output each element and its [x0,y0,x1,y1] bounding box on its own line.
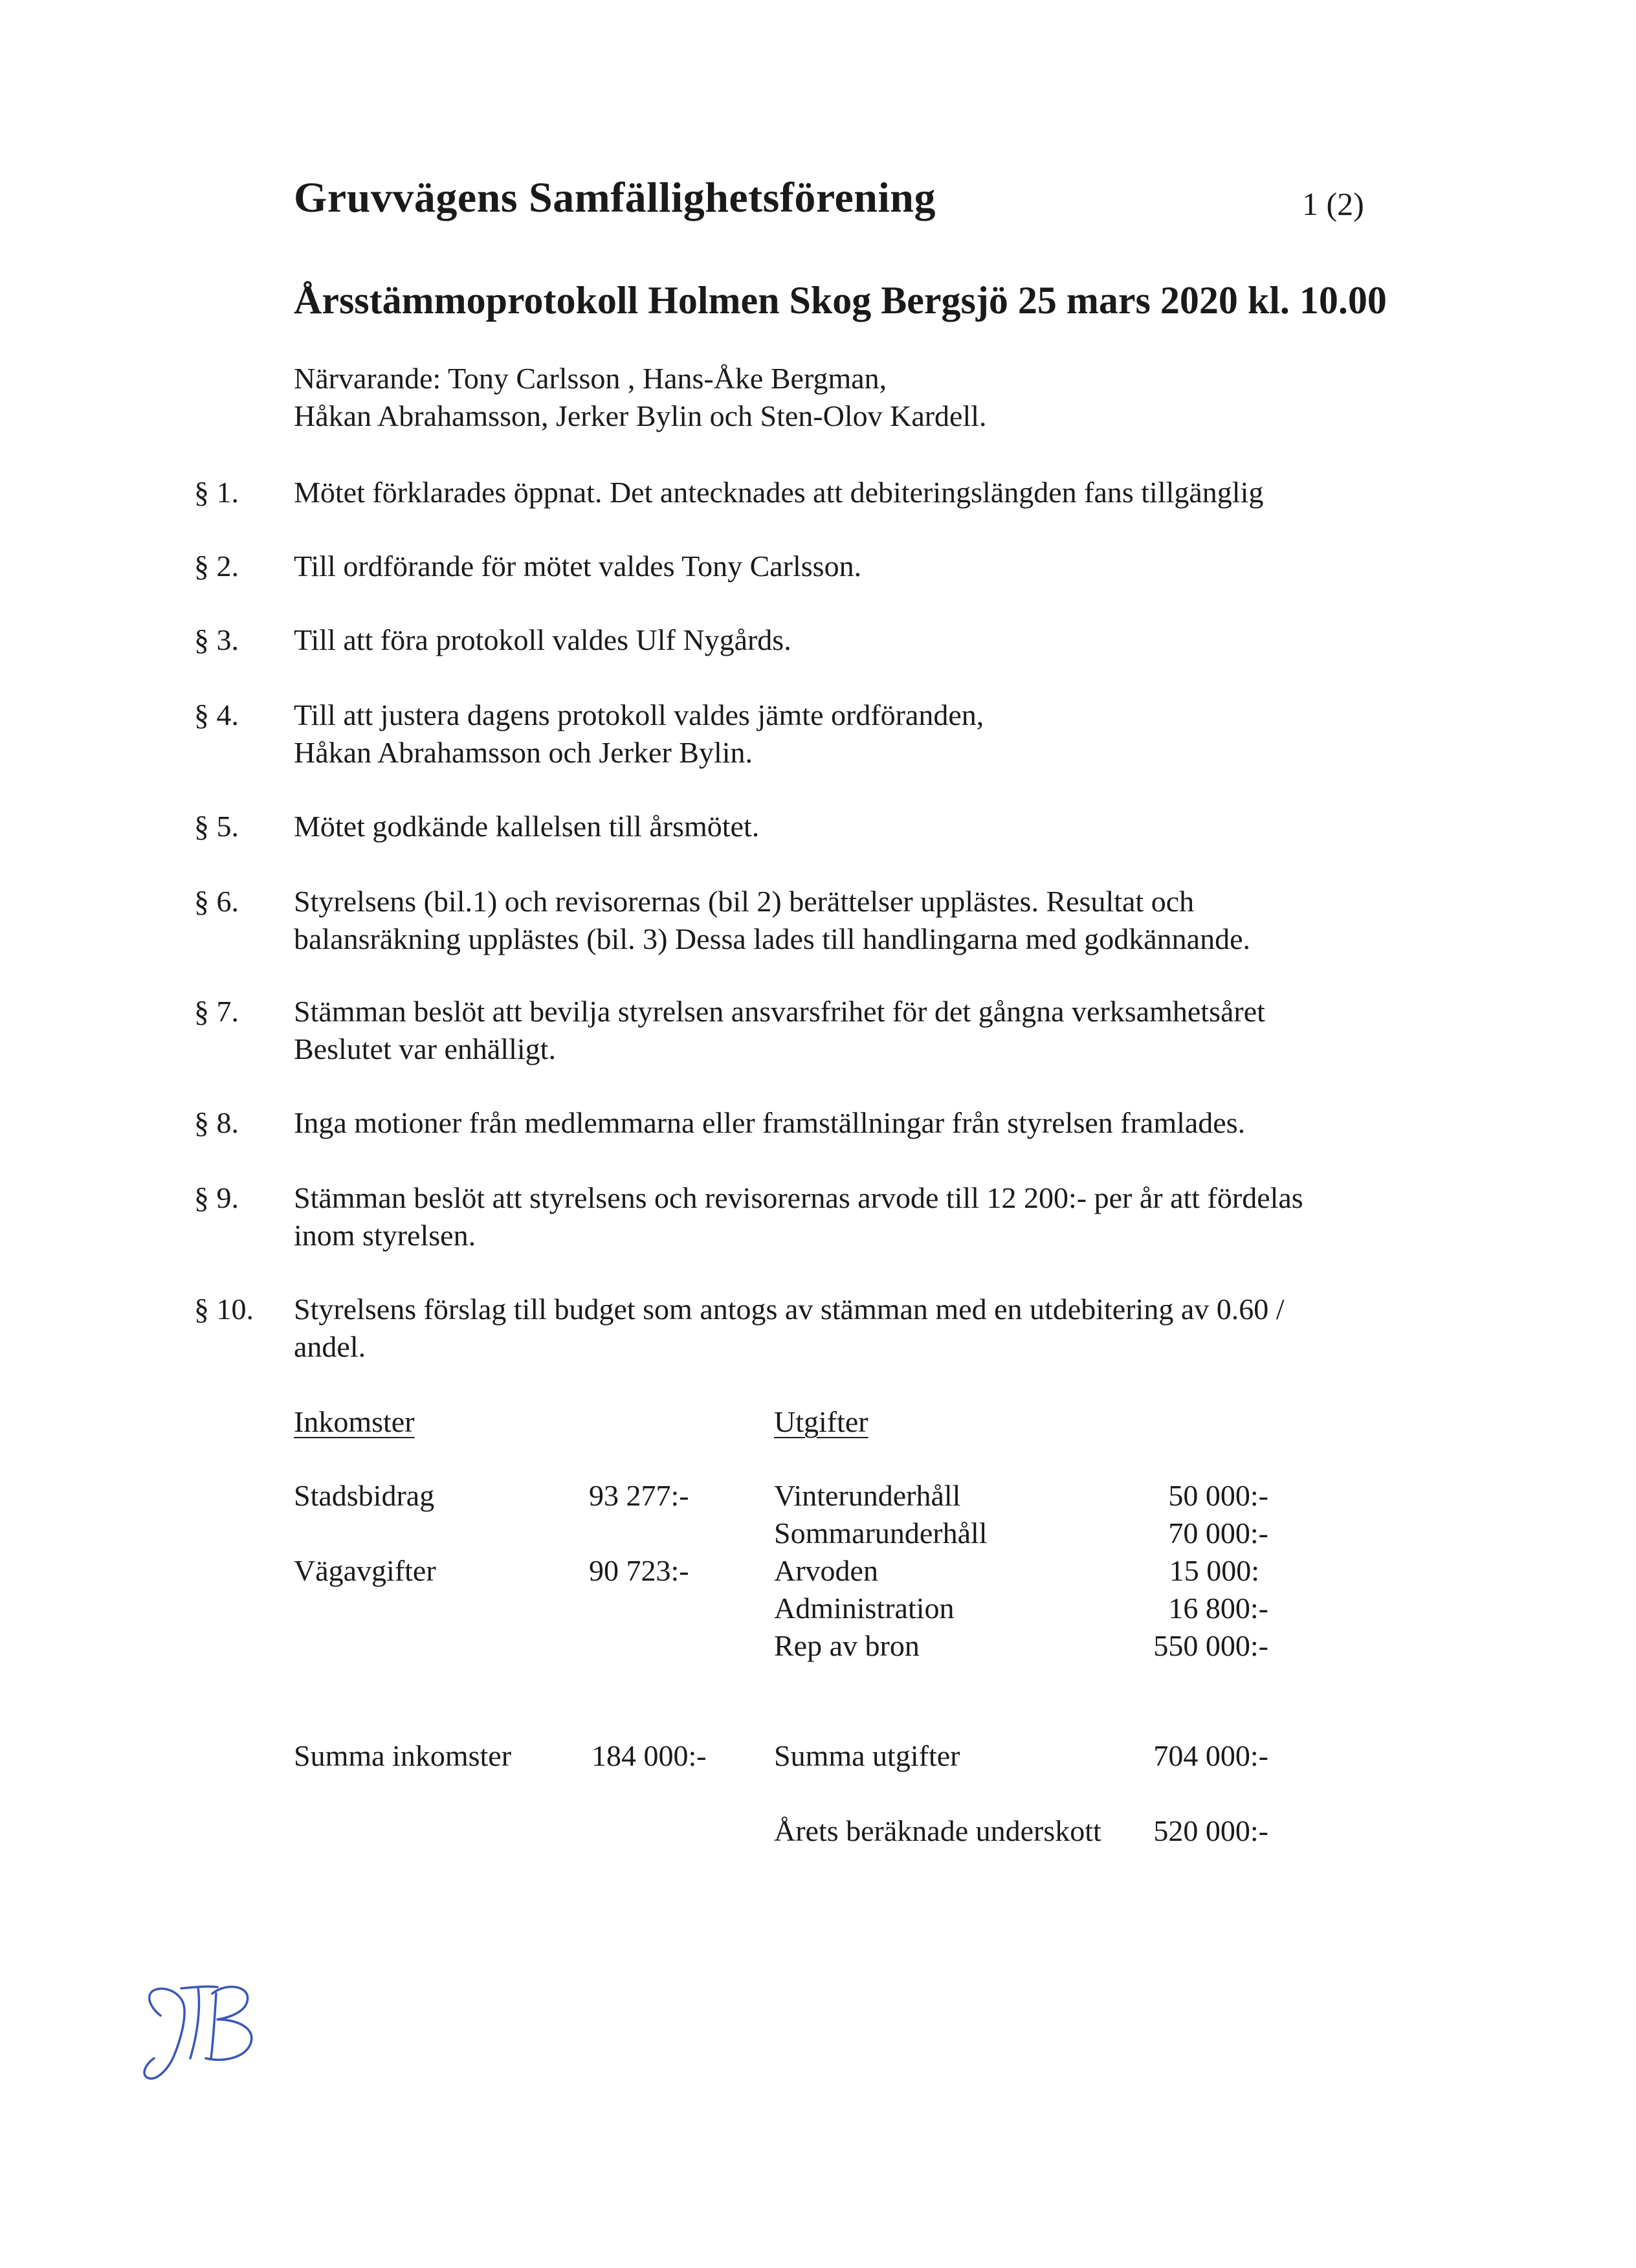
expense-amount: 550 000:- [1153,1629,1268,1662]
paragraph-number: § 9. [194,1181,239,1214]
expense-label: Vinterunderhåll [774,1479,961,1512]
income-label: Stadsbidrag [294,1479,435,1512]
expense-amount: 50 000:- [1168,1479,1268,1512]
paragraph-number: § 5. [194,810,239,843]
paragraph-line: Stämman beslöt att styrelsens och revisorernas arvode till 12 200:- per år att fördelas [294,1181,1303,1214]
paragraph-text [294,993,1394,1068]
paragraph-line: Till att justera dagens protokoll valdes jämte ordföranden, [294,698,984,731]
expense-label: Administration [774,1592,955,1625]
page-number: 1 (2) [1302,186,1364,222]
paragraph-number: § 3. [194,623,239,656]
paragraph-text [294,474,1459,511]
paragraph-line: balansräkning upplästes (bil. 3) Dessa lades till handlingarna med godkännande. [294,922,1250,955]
paragraph-line: Styrelsens förslag till budget som antogs av stämman med en utdebitering av 0.60 / [294,1293,1285,1326]
expense-total: 704 000:- [1153,1739,1268,1772]
expense-amount: 70 000:- [1168,1517,1268,1550]
paragraph-line: Beslutet var enhälligt. [294,1032,556,1065]
paragraph-number: § 1. [194,476,239,509]
paragraph-number: § 4. [194,698,239,731]
paragraph-line: Till att föra protokoll valdes Ulf Nygårds. [294,623,791,656]
paragraph-line: Mötet godkände kallelsen till årsmötet. [294,810,760,843]
paragraph-line: Till ordförande för mötet valdes Tony Carlsson. [294,550,862,583]
income-total-label: Summa inkomster [294,1739,512,1772]
income-heading: Inkomster [294,1405,415,1438]
deficit-amount: 520 000:- [1153,1814,1268,1847]
paragraph-line: andel. [294,1330,366,1363]
paragraph-number: § 2. [194,550,239,583]
expense-label: Sommarunderhåll [774,1517,988,1550]
attendees-line: Närvarande: Tony Carlsson , Hans-Åke Bergman, [294,362,887,395]
attendees [294,360,987,435]
paragraph-line: Styrelsens (bil.1) och revisorernas (bil 2) berättelser upplästes. Resultat och [294,885,1195,918]
income-total: 184 000:- [591,1739,707,1772]
expense-heading: Utgifter [774,1405,868,1438]
paragraph-line: inom styrelsen. [294,1219,476,1252]
expense-total-label: Summa utgifter [774,1739,960,1772]
paragraph-number: § 10. [194,1293,254,1326]
paragraph-text [294,548,1394,585]
expense-label: Arvoden [774,1554,878,1587]
handwritten-initials-signature [136,1968,278,2097]
paragraph-text [294,696,1394,772]
income-amount: 93 277:- [589,1479,689,1512]
paragraph-line: Inga motioner från medlemmarna eller framställningar från styrelsen framlades. [294,1106,1246,1139]
deficit-label: Årets beräknade underskott [774,1814,1101,1847]
attendees-line: Håkan Abrahamsson, Jerker Bylin och Sten-Olov Kardell. [294,399,987,432]
paragraph-text [294,808,1394,845]
expense-amount: 15 000: [1169,1554,1259,1587]
expense-amount: 16 800:- [1168,1592,1268,1625]
paragraph-text [294,1179,1394,1254]
paragraph-line: Håkan Abrahamsson och Jerker Bylin. [294,736,753,769]
document-title: Årsstämmoprotokoll Holmen Skog Bergsjö 25 mars 2020 kl. 10.00 [294,279,1387,322]
paragraph-number: § 6. [194,885,239,918]
paragraph-line: Mötet förklarades öppnat. Det antecknades att debiteringslängden fans tillgänglig [294,476,1264,509]
paragraph-number: § 7. [194,995,239,1028]
paragraph-number: § 8. [194,1106,239,1139]
expense-label: Rep av bron [774,1629,920,1662]
income-amount: 90 723:- [589,1554,689,1587]
paragraph-text [294,621,1394,659]
paragraph-text [294,883,1394,958]
paragraph-text [294,1291,1394,1366]
income-label: Vägavgifter [294,1554,436,1587]
paragraph-text [294,1104,1394,1142]
paragraph-line: Stämman beslöt att bevilja styrelsen ansvarsfrihet för det gångna verksamhetsåret [294,995,1265,1028]
organization-name: Gruvvägens Samfällighetsförening [294,174,936,221]
